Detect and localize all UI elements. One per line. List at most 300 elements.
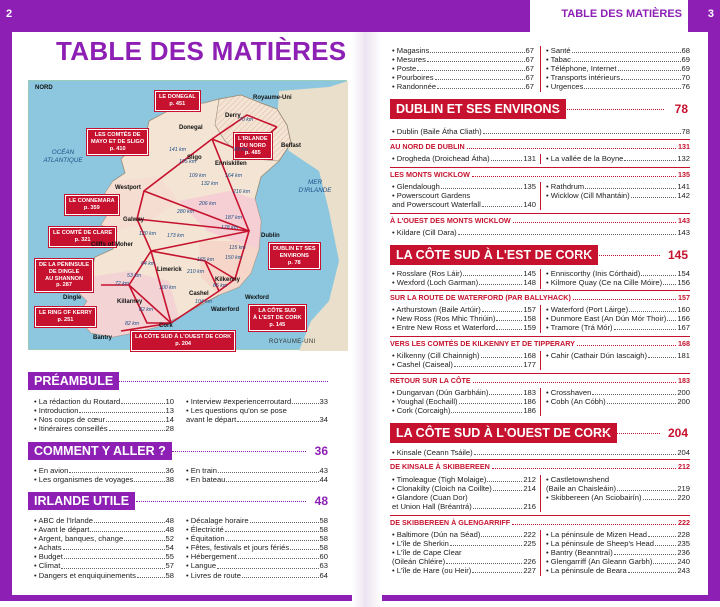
leader-dots [61, 561, 164, 568]
column-separator [540, 388, 541, 416]
toc-entry-title: • Kilkenny (Cill Chainnigh) [392, 351, 480, 360]
toc-entry-title: and Powerscourt Waterfall [392, 200, 481, 210]
toc-entry-page: 154 [677, 269, 690, 278]
toc-entry-title: • Magasins [392, 46, 429, 55]
toc-entry-title: • Dunmore East (An Dún Mór Thoir) [546, 314, 666, 323]
leader-dots [238, 552, 319, 559]
kinsale-entry [392, 448, 690, 457]
map-label-south-west: LA CÔTE SUD À L'OUEST DE CORK p. 204 [131, 331, 235, 351]
toc-entry-title: (Baile an Chaisleáin) [546, 484, 617, 494]
map-label-clare: LE COMTÉ DE CLARE p. 321 [49, 227, 116, 247]
section-page: 204 [667, 426, 688, 440]
section-rule [172, 451, 306, 452]
toc-entry-title: • Clonakilty (Cloich na Coillte) [392, 484, 492, 493]
leader-dots [492, 462, 676, 469]
toc-entry-title: • Interview #experiencerroutard [186, 397, 291, 406]
toc-entry [546, 278, 690, 287]
leader-dots [226, 534, 319, 541]
leader-dots [607, 397, 677, 404]
subsection-page: 212 [678, 462, 690, 471]
leader-dots [467, 142, 676, 149]
leader-dots [292, 397, 318, 404]
leader-dots [621, 73, 681, 80]
toc-entry-page: 156 [677, 278, 690, 288]
toc-entry-page: 219 [677, 484, 690, 494]
skibbereen-list-1 [392, 475, 536, 511]
leader-dots [573, 293, 676, 300]
wicklow-list-1 [392, 182, 536, 209]
toc-entry-page: 78 [681, 127, 690, 136]
leader-dots [218, 466, 319, 473]
left-edge-bar [0, 0, 12, 601]
running-title: TABLE DES MATIÈRES [528, 0, 688, 32]
toc-entry-title: • Dublin (Baile Átha Cliath) [392, 127, 482, 136]
leader-dots [628, 566, 677, 573]
leader-dots [458, 228, 677, 235]
toc-entry-title: • Tramore (Trá Mór) [546, 323, 613, 332]
toc-entry-page: 200 [677, 397, 690, 407]
north-label: NORD [35, 85, 53, 91]
column-separator [540, 351, 541, 370]
toc-entry-page: 58 [319, 543, 328, 553]
toc-entry [34, 561, 174, 570]
distance-label: 105 km [179, 159, 197, 165]
toc-entry-page: 216 [523, 502, 536, 512]
toc-entry-title: • Achats [34, 543, 62, 552]
map-label-donegal: LE DONEGAL p. 451 [155, 91, 200, 111]
toc-entry-page: 212 [523, 475, 536, 484]
toc-entry-title: (Oileán Chléire) [392, 557, 446, 567]
toc-entry-page: 67 [525, 55, 534, 65]
toc-entry-title: • Dangers et enquiquinements [34, 571, 136, 580]
leader-dots [79, 406, 164, 413]
toc-entry [392, 557, 536, 566]
toc-entry-title: • Santé [546, 46, 571, 55]
toc-entry [392, 397, 536, 406]
toc-entry [34, 397, 174, 406]
toc-entry [34, 424, 174, 433]
toc-entry [546, 566, 690, 575]
column-separator [540, 154, 541, 164]
toc-entry [546, 351, 690, 360]
leader-dots [585, 182, 676, 189]
map-label-south-east: LA CÔTE SUD À L'EST DE CORK p. 145 [249, 305, 306, 331]
toc-entry [546, 397, 690, 406]
toc-entry [392, 55, 534, 64]
toc-entry [546, 323, 690, 332]
leader-dots [479, 278, 522, 285]
distance-label: 216 km [233, 189, 251, 195]
toc-entry [392, 200, 536, 209]
leader-dots [496, 323, 522, 330]
toc-entry-page: 28 [165, 424, 174, 434]
section-rule [118, 381, 328, 382]
kilkenny-list-1 [392, 351, 536, 369]
toc-entry [392, 539, 536, 548]
toc-entry-page: 57 [165, 561, 174, 571]
toc-entry [186, 525, 328, 534]
toc-entry-title: • Tabac [546, 55, 571, 64]
toc-entry [34, 525, 174, 534]
town-wexford: Wexford [245, 295, 269, 301]
waterford-list-2 [546, 305, 690, 332]
leader-dots [572, 46, 681, 53]
distance-label: 132 km [201, 181, 219, 187]
toc-entry-title: • Kinsale (Ceann Tsáile) [392, 448, 473, 457]
distance-label: 280 km [177, 209, 195, 215]
sub-au-nord-de-dublin [390, 142, 690, 151]
distance-label: 178 km [221, 225, 239, 231]
toc-entry [546, 64, 690, 73]
distance-label: 164 km [225, 173, 243, 179]
toc-entry [392, 228, 690, 237]
kilkenny-list-2 [546, 351, 690, 360]
leader-dots [427, 55, 525, 62]
leader-dots [237, 415, 318, 422]
subsection-title: RETOUR SUR LA CÔTE [390, 376, 471, 385]
toc-entry-title: • Enniscorthy (Inis Córthaid) [546, 269, 640, 278]
leader-dots [217, 561, 318, 568]
page-number-left: 2 [6, 8, 13, 20]
toc-entry-page: 43 [319, 466, 328, 475]
toc-entry-title: • Les questions qu'on se pose [186, 406, 287, 415]
toc-entry-title: • Skibbereen (An Sciobairín) [546, 493, 642, 502]
leader-dots [629, 305, 676, 312]
toc-entry-title: • Wexford (Loch Garman) [392, 278, 478, 287]
leader-dots [473, 502, 523, 509]
utile-list-2 [186, 516, 328, 580]
toc-entry-title: • Nos coups de cœur [34, 415, 105, 424]
toc-entry [392, 154, 536, 163]
toc-entry-title: • Youghal (Eochaill) [392, 397, 458, 406]
leader-dots [94, 516, 165, 523]
toc-entry-title: • La péninsule de Sheep's Head [546, 539, 654, 548]
toc-entry-title: • Cahir (Cathair Dún Iascaigh) [546, 351, 647, 360]
section-page: 145 [667, 248, 688, 262]
toc-entry-page: 132 [677, 154, 690, 163]
leader-dots [290, 543, 318, 550]
toc-entry-page: 67 [525, 64, 534, 74]
toc-entry-page: 141 [677, 182, 690, 191]
toc-entry [186, 415, 328, 424]
leader-dots [489, 388, 522, 395]
town-sligo: Sligo [187, 155, 202, 161]
toc-entry-title: • Hébergement [186, 552, 237, 561]
toc-entry [34, 543, 174, 552]
toc-entry-title: • Castletownshend [546, 475, 609, 484]
leader-dots [446, 557, 522, 564]
divider [390, 515, 690, 516]
section-page: 36 [314, 444, 328, 458]
town-enniskillen: Enniskillen [215, 161, 247, 167]
glengarriff-list-1 [392, 530, 536, 575]
toc-entry-page: 220 [677, 493, 690, 503]
sea-label-atlantic: OCÉAN ATLANTIQUE [43, 149, 83, 164]
toc-entry-page: 240 [677, 557, 690, 567]
toc-entry-title: • Argent, banques, change [34, 534, 123, 543]
leader-dots [454, 360, 522, 367]
town-limerick: Limerick [157, 267, 182, 273]
town-galway: Galway [123, 217, 145, 223]
nord-list-2 [546, 154, 690, 163]
leader-dots [451, 406, 522, 413]
subsection-page: 183 [678, 376, 690, 385]
toc-entry [34, 571, 174, 580]
toc-entry [546, 73, 690, 82]
distance-label: 72 km [115, 281, 130, 287]
toc-entry [186, 552, 328, 561]
subsection-page: 168 [678, 339, 690, 348]
leader-dots [624, 154, 676, 161]
leader-dots [577, 339, 676, 346]
leader-dots [482, 200, 523, 207]
toc-entry-title: • Poste [392, 64, 416, 73]
toc-entry-title: • Baltimore (Dún na Séad) [392, 530, 480, 539]
distance-label: 141 km [169, 147, 187, 153]
wicklow-list-2 [546, 182, 690, 200]
toc-entry-page: 227 [523, 566, 536, 576]
page-number-right: 3 [707, 8, 714, 20]
leader-dots [124, 534, 164, 541]
toc-entry-page: 160 [677, 305, 690, 314]
preambule-list-1 [34, 397, 174, 433]
sub-kinsale-skibbereen [390, 462, 690, 471]
toc-entry-page: 13 [165, 406, 174, 416]
toc-entry-title: • ABC de l'Irlande [34, 516, 93, 525]
top-list-2 [546, 46, 690, 91]
column-separator [540, 46, 541, 92]
toc-entry [546, 305, 690, 314]
toc-entry-page: 143 [677, 228, 690, 237]
map-label-connemara: LE CONNEMARA p. 359 [65, 195, 119, 215]
section-ouest-cork: LA CÔTE SUD À L'OUEST DE CORK [390, 423, 617, 443]
toc-entry-title: et Union Hall (Bréantrá) [392, 502, 472, 512]
est-list-1 [392, 269, 536, 287]
toc-entry-page: 236 [677, 548, 690, 558]
toc-entry-title: avant le départ [186, 415, 237, 425]
toc-entry [546, 269, 690, 278]
town-cashel: Cashel [189, 291, 209, 297]
toc-entry-page: 76 [681, 82, 690, 92]
toc-entry [392, 46, 534, 55]
retour-list-2 [546, 388, 690, 406]
toc-entry [34, 516, 174, 525]
subsection-page: 131 [678, 142, 690, 151]
leader-dots [493, 484, 523, 491]
town-cork: Cork [159, 323, 173, 329]
leader-dots [572, 55, 681, 62]
leader-dots [481, 530, 522, 537]
distance-label: 115 km [229, 245, 246, 251]
leader-dots [137, 571, 165, 578]
sub-monts-wicklow [390, 170, 690, 179]
leader-dots [417, 64, 524, 71]
toc-entry-title: • Budget [34, 552, 63, 561]
toc-entry [392, 448, 690, 457]
toc-entry [392, 406, 536, 415]
toc-entry-title: • Rathdrum [546, 182, 584, 191]
toc-entry-title: • Itinéraires conseillés [34, 424, 108, 433]
toc-entry-page: 157 [523, 305, 536, 314]
ireland-map [28, 80, 347, 350]
toc-entry-page: 68 [681, 46, 690, 55]
leader-dots [617, 484, 676, 491]
leader-dots [463, 269, 522, 276]
toc-entry-page: 60 [319, 552, 328, 562]
toc-entry [392, 323, 536, 332]
dublin-main [392, 127, 690, 136]
sub-retour-cote [390, 376, 690, 385]
toc-entry-title: • Climat [34, 561, 60, 570]
section-page: 48 [314, 494, 328, 508]
toc-entry [546, 182, 690, 191]
toc-entry-title: • Équitation [186, 534, 225, 543]
leader-dots [450, 539, 522, 546]
distance-label: 120 km [139, 231, 157, 237]
leader-dots [250, 516, 319, 523]
subsection-page: 222 [678, 518, 690, 527]
leader-dots [663, 278, 676, 285]
leader-dots [134, 475, 164, 482]
distance-label: 82 km [139, 307, 154, 313]
section-preambule: PRÉAMBULE [28, 372, 119, 390]
toc-entry-title: • Transports intérieurs [546, 73, 620, 82]
divider [390, 373, 690, 374]
toc-entry-title: • Avant le départ [34, 525, 89, 534]
toc-entry [392, 360, 536, 369]
toc-entry [186, 397, 328, 406]
toc-entry [34, 406, 174, 415]
toc-entry-title: • Arthurstown (Baile Artúir) [392, 305, 481, 314]
toc-entry-page: 186 [523, 397, 536, 407]
toc-entry-title: • Glendalough [392, 182, 440, 191]
toc-entry [546, 46, 690, 55]
toc-entry-title: • Cobh (An Cóbh) [546, 397, 606, 406]
distance-label: 210 km [187, 269, 205, 275]
toc-entry-page: 69 [681, 55, 690, 65]
distance-label: 187 km [225, 215, 243, 221]
toc-entry [392, 548, 536, 557]
est-list-2 [546, 269, 690, 287]
toc-entry-title: • Pourboires [392, 73, 434, 82]
toc-entry-page: 145 [523, 269, 536, 278]
leader-dots [459, 397, 523, 404]
toc-entry-page: 181 [677, 351, 690, 360]
sub-skibbereen-glengarriff [390, 518, 690, 527]
comment-list-1 [34, 466, 174, 484]
toc-entry-page: 158 [523, 314, 536, 324]
toc-entry-title: • Glandore (Cuan Dor) [392, 493, 468, 502]
book-gutter [352, 32, 382, 607]
leader-dots [667, 314, 676, 321]
toc-entry-title: • Dungarvan (Dún Garbháin) [392, 388, 488, 397]
section-est-cork: LA CÔTE SUD À L'EST DE CORK [390, 245, 598, 265]
toc-entry-page: 159 [523, 323, 536, 333]
toc-entry [392, 566, 536, 575]
toc-entry-title: • Décalage horaire [186, 516, 249, 525]
toc-entry-page: 131 [523, 154, 536, 163]
leader-dots [441, 182, 522, 189]
toc-entry-title: • Introduction [34, 406, 78, 415]
town-belfast: Belfast [281, 143, 302, 149]
column-separator [540, 182, 541, 210]
toc-entry-page: 135 [523, 182, 536, 191]
town-donegal: Donegal [179, 125, 203, 131]
leader-dots [482, 305, 523, 312]
skibbereen-list-2 [546, 475, 690, 502]
toc-entry-page: 58 [165, 570, 174, 580]
leader-dots [655, 539, 676, 546]
toc-entry [392, 493, 536, 502]
subsection-page: 135 [678, 170, 690, 179]
toc-entry [34, 534, 174, 543]
column-separator [540, 305, 541, 333]
waterford-list-1 [392, 305, 536, 332]
toc-entry-page: 243 [677, 566, 690, 576]
toc-entry [392, 64, 534, 73]
divider [390, 139, 690, 140]
toc-entry-title: • En avion [34, 466, 68, 475]
leader-dots [225, 525, 319, 532]
toc-entry [34, 475, 174, 484]
map-label-dublin: DUBLIN ET SES ENVIRONS p. 78 [269, 243, 320, 269]
toc-entry [546, 82, 690, 91]
toc-entry-title: • Cashel (Caiseal) [392, 360, 453, 369]
column-separator [540, 530, 541, 576]
subsection-title: DE KINSALE À SKIBBEREEN [390, 462, 490, 471]
toc-entry [546, 314, 690, 323]
toc-entry-page: 63 [319, 561, 328, 571]
leader-dots [472, 170, 676, 177]
section-dublin: DUBLIN ET SES ENVIRONS [390, 99, 566, 119]
section-irlande-utile: IRLANDE UTILE [28, 492, 135, 510]
toc-entry-page: 55 [165, 552, 174, 562]
toc-entry [546, 557, 690, 566]
toc-entry-title: • Langue [186, 561, 216, 570]
leader-dots [121, 397, 164, 404]
toc-entry-title: • New Ross (Ros Mhic Thriúin) [392, 314, 495, 323]
sub-route-waterford [390, 293, 690, 302]
distance-label: 100 km [159, 285, 177, 291]
column-separator [540, 475, 541, 512]
toc-entry-page: 54 [165, 543, 174, 553]
divider [390, 290, 690, 291]
section-rule [136, 501, 306, 502]
toc-entry-title: • Randonnée [392, 82, 436, 91]
toc-entry-title: • L'île de Sherkin [392, 539, 449, 548]
toc-entry-page: 186 [523, 406, 536, 416]
toc-entry-title: • Livres de route [186, 571, 241, 580]
sub-ouest-wicklow [390, 216, 690, 225]
toc-entry-title: • Drogheda (Droichead Átha) [392, 154, 490, 163]
column-separator [540, 269, 541, 289]
distance-label: 82 km [125, 321, 140, 327]
town-dublin: Dublin [261, 233, 280, 239]
subsection-title: LES MONTS WICKLOW [390, 170, 470, 179]
leader-dots [109, 424, 165, 431]
distance-label: 150 km [225, 255, 243, 261]
toc-entry-page: 168 [523, 351, 536, 360]
toc-entry-title: • La péninsule de Beara [546, 566, 627, 575]
toc-entry [392, 475, 536, 484]
toc-entry-title: • Crosshaven [546, 388, 591, 397]
toc-entry-title: • Powerscourt Gardens [392, 191, 470, 200]
toc-entry-page: 177 [523, 360, 536, 370]
toc-entry-page: 142 [677, 191, 690, 201]
toc-entry [546, 493, 690, 502]
toc-entry-title: • Urgences [546, 82, 583, 91]
subsection-title: VERS LES COMTÉS DE KILKENNY ET DE TIPPERARY [390, 339, 575, 348]
